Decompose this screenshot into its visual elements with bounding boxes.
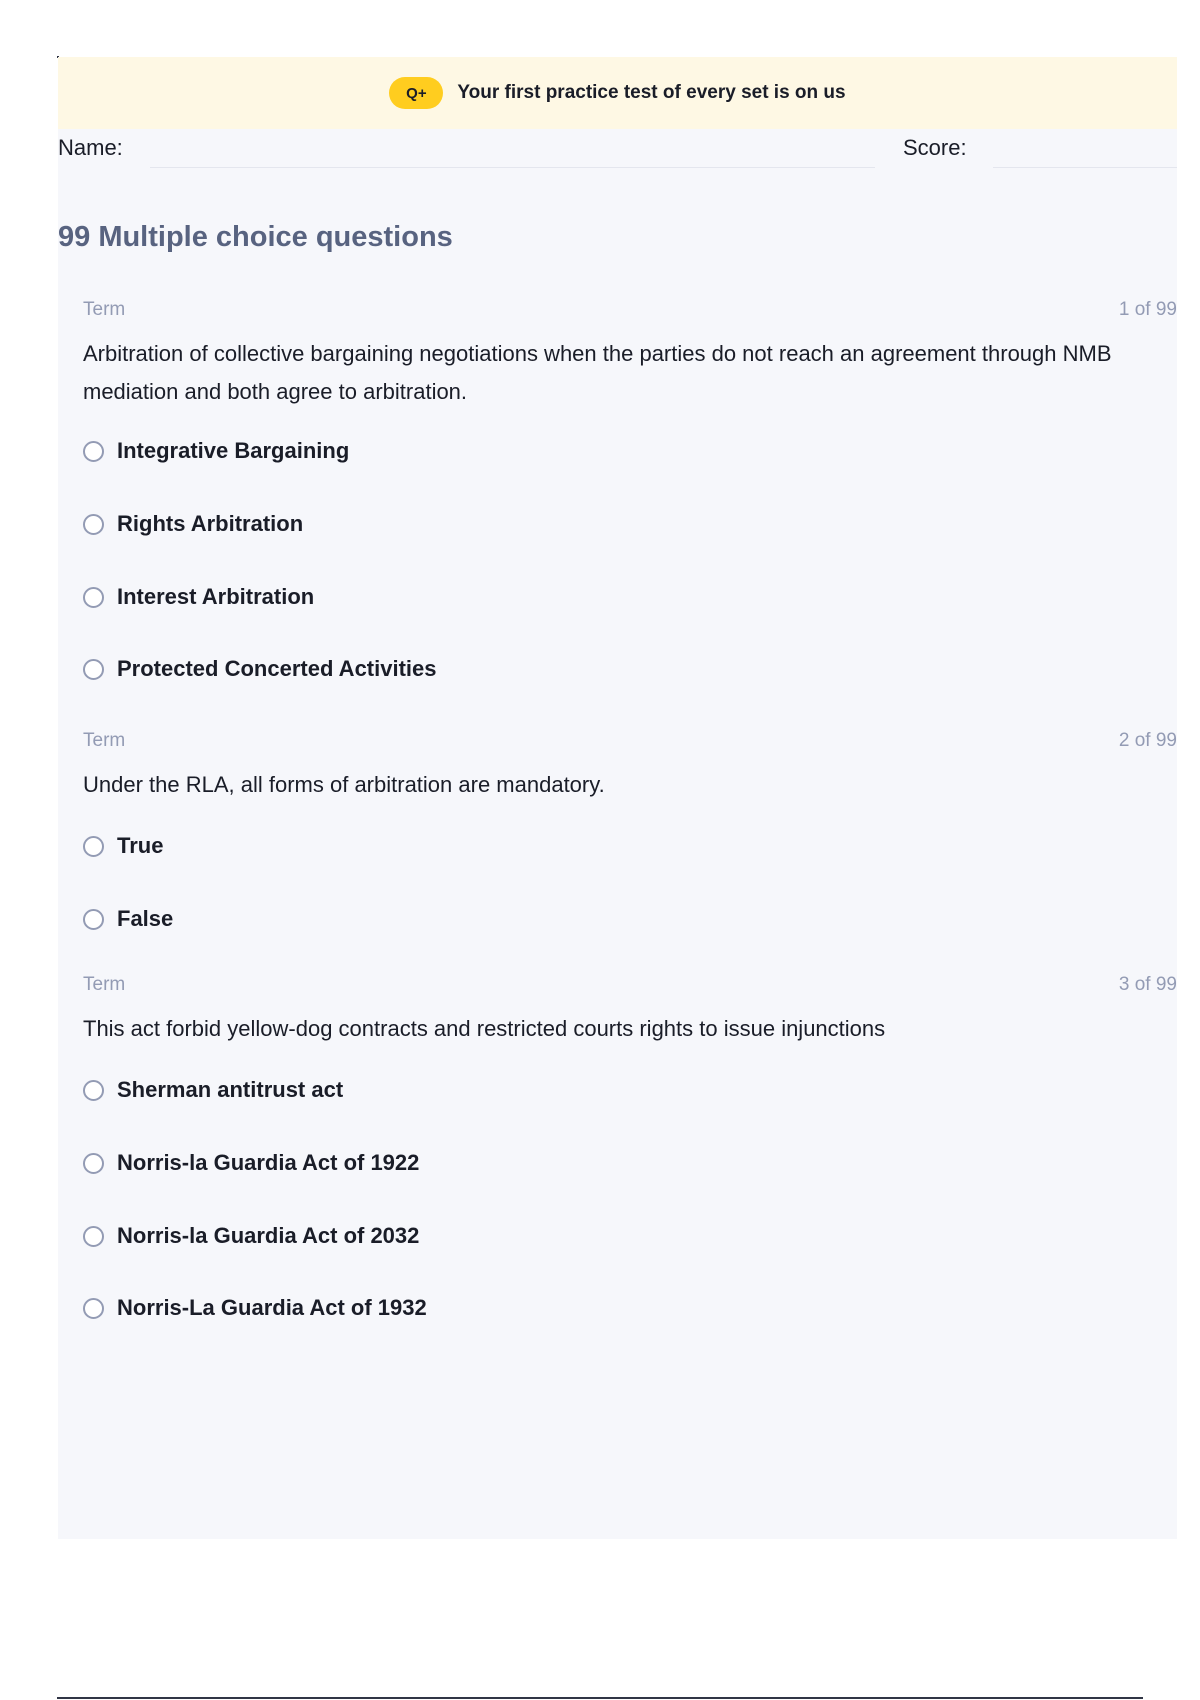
option-label: True [117, 833, 164, 858]
page-footer-rule [57, 1697, 1143, 1699]
answer-option[interactable] [83, 1218, 419, 1254]
option-label: False [117, 906, 174, 931]
answer-option[interactable] [83, 1145, 419, 1181]
question-prompt: This act forbid yellow-dog contracts and restricted courts rights to issue injunctions [83, 1016, 886, 1041]
question-card [83, 299, 1177, 699]
name-field[interactable] [150, 167, 875, 168]
promo-text: Your first practice test of every set is on us [457, 82, 846, 103]
quizlet-plus-badge: Q+ [389, 77, 443, 109]
name-label: Name: [58, 135, 123, 160]
term-label: Term [83, 974, 126, 995]
radio-unselected-icon[interactable] [83, 1080, 104, 1101]
answer-option[interactable] [83, 579, 314, 615]
option-label: Integrative Bargaining [117, 438, 350, 463]
answer-option[interactable] [83, 1290, 427, 1326]
radio-unselected-icon[interactable] [83, 1226, 104, 1247]
question-card [83, 974, 1177, 1394]
radio-unselected-icon[interactable] [83, 909, 104, 930]
option-label: Norris-la Guardia Act of 2032 [117, 1223, 420, 1248]
question-counter: 3 of 99 [1118, 974, 1177, 995]
radio-unselected-icon[interactable] [83, 1153, 104, 1174]
option-label: Norris-la Guardia Act of 1922 [117, 1150, 420, 1175]
answer-option[interactable] [83, 901, 173, 937]
radio-unselected-icon[interactable] [83, 441, 104, 462]
score-label: Score: [903, 135, 967, 160]
radio-unselected-icon[interactable] [83, 659, 104, 680]
answer-option[interactable] [83, 828, 163, 864]
section-title: 99 Multiple choice questions [58, 221, 453, 253]
radio-unselected-icon[interactable] [83, 836, 104, 857]
question-card [83, 730, 1177, 990]
answer-option[interactable] [83, 1072, 343, 1108]
term-label: Term [83, 730, 126, 751]
question-counter: 2 of 99 [1118, 730, 1177, 751]
score-field[interactable] [993, 167, 1177, 168]
name-score-row [58, 129, 1177, 171]
answer-option[interactable] [83, 651, 437, 687]
radio-unselected-icon[interactable] [83, 1298, 104, 1319]
radio-unselected-icon[interactable] [83, 514, 104, 535]
option-label: Interest Arbitration [117, 584, 315, 609]
option-label: Protected Concerted Activities [117, 656, 437, 681]
radio-unselected-icon[interactable] [83, 587, 104, 608]
question-counter: 1 of 99 [1118, 299, 1177, 320]
answer-option[interactable] [83, 433, 349, 469]
practice-test-sheet [58, 57, 1177, 1539]
option-label: Norris-La Guardia Act of 1932 [117, 1295, 427, 1320]
question-prompt: Under the RLA, all forms of arbitration are mandatory. [83, 772, 605, 797]
answer-option[interactable] [83, 506, 303, 542]
promo-banner[interactable] [58, 57, 1177, 129]
term-label: Term [83, 299, 126, 320]
question-prompt: Arbitration of collective bargaining negotiations when the parties do not reach an agreement through NMB mediation and both agree to arbitration. [83, 341, 1112, 404]
option-label: Sherman antitrust act [117, 1077, 344, 1102]
option-label: Rights Arbitration [117, 511, 304, 536]
